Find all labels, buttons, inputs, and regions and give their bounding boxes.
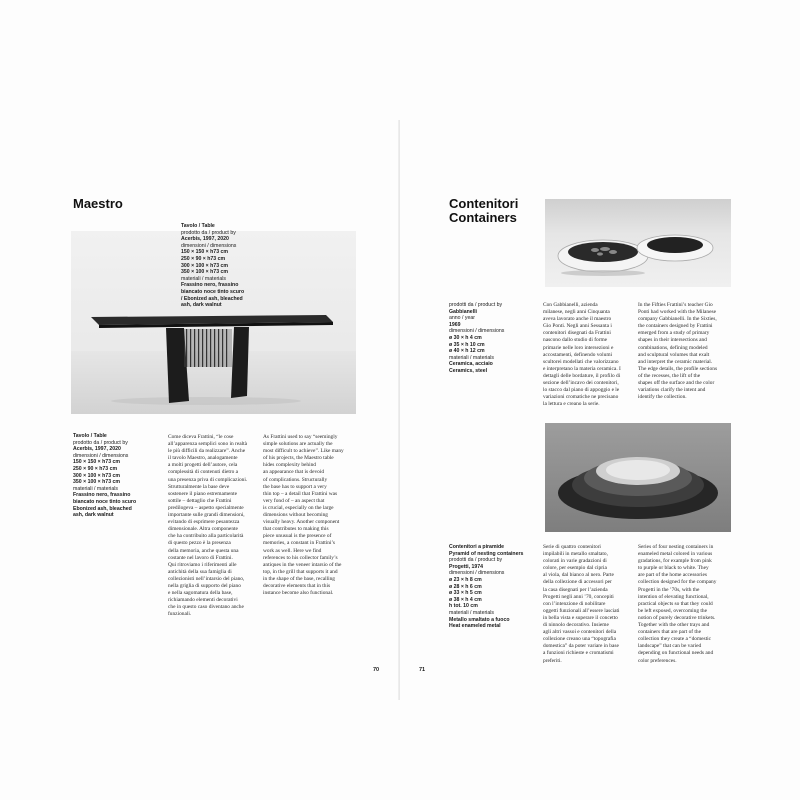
block2-dim: ø 28 × h 6 cm xyxy=(449,583,482,590)
block2-producer-label: prodotti da / product by xyxy=(449,557,503,564)
caption-dim: 250 × 90 × h73 cm xyxy=(181,255,226,262)
info-dim: 350 × 100 × h73 cm xyxy=(73,479,121,486)
block2-material: Metallo smaltato a fuoco xyxy=(449,616,510,623)
caption-producer-label: prodotto da / product by xyxy=(181,229,236,236)
gabbianelli-info xyxy=(449,302,504,375)
maestro-text-english: As Frattini used to say “seemingly simple solutions are actually the most difficult to achieve”. Like many of his projects, the Maestro table hides complexity behind an appearance that is devoid of complications. Structurally the base has to support a very thin top – a detail that Frattini was very fond of – an aspect that is crucial, especially on the large dimensions without becoming visually heavy. Another component that contributes to making this piece unusual is the presence of memories, a constant in Frattini’s work as well. Here we find references to his collector family’s antiques in the veneer intarsio of the top, in the grill that supports it and in the shape of the base, recalling decorative elements that in this instance become also functional. xyxy=(263,434,344,597)
caption-material: ash, dark walnut xyxy=(181,302,222,309)
info-dims-label: dimensioni / dimensions xyxy=(73,452,129,459)
block2-materials-label: materiali / materials xyxy=(449,609,494,616)
block2-head: Contenitori a piramide xyxy=(449,544,505,550)
info-dim: 300 × 100 × h73 cm xyxy=(73,472,121,479)
ceramic-bowls-image xyxy=(545,199,731,287)
info-producer-label: prodotto da / product by xyxy=(73,439,128,446)
block1-materials-label: materiali / materials xyxy=(449,354,494,361)
info-material: ash, dark walnut xyxy=(73,512,114,519)
gabbianelli-photo xyxy=(545,199,731,287)
block2-dim: h tot. 10 cm xyxy=(449,603,478,610)
info-dim: 250 × 90 × h73 cm xyxy=(73,465,118,472)
maestro-table-photo xyxy=(71,223,356,414)
block1-year: 1969 xyxy=(449,321,461,328)
page-title-maestro: Maestro xyxy=(73,196,123,211)
maestro-text-italian: Come diceva Frattini, “le cose all’apparenza semplici sono in realtà le più difficili da realizzare”. Anche il tavolo Maestro, analogamente a molti progetti dell’autore, cela complessità di contenuti dietro a una presenza priva di complicazioni. Strutturalmente la base deve sostenere il piano estremamente sottile – dettaglio che Frattini predilogeva – aspetto specialmente importante sulle grandi dimensioni, evitando di esprimere pesantezza dimensionale. Altra componente che ha contribuito alla particolarità di questo pezzo è la presenza della memoria, anche questa una costante nel lavoro di Frattini. Qui ritroviamo i riferimenti alle antichità della sua famiglia di collezionisti nell’intarsio del piano, nella griglia di supporto del piano e nella sagomatura della base, richiamando elementi decorativi che in questo caso diventano anche funzionali. xyxy=(168,434,248,618)
info-material: biancato noce tinto scuro xyxy=(73,498,137,505)
block2-material: Heat enameled metal xyxy=(449,623,501,630)
caption-dim: 350 × 100 × h73 cm xyxy=(181,269,229,276)
progetti-text-english: Series of four nesting containers in enameled metal colored in various gradations, for example from pink to purple or black to white. They are part of the home accessories collection designed for the company Progetti in the ’70s, with the intention of elevating functional, practical objects so that they could be left exposed, overcoming the notion of purely decorative trinkets. Together with the other trays and containers that are part of the collection they create a “domestic landscape” that can be varied depending on functional needs and color preferences. xyxy=(638,544,717,664)
photo-caption xyxy=(181,223,244,309)
caption-dim: 150 × 150 × h73 cm xyxy=(181,249,229,256)
block1-dims-label: dimensioni / dimensions xyxy=(449,328,505,335)
caption-materials-label: materiali / materials xyxy=(181,275,226,282)
maestro-info xyxy=(73,433,136,519)
title-line-italian: Contenitori xyxy=(449,196,519,211)
caption-dims-label: dimensioni / dimensions xyxy=(181,242,237,249)
block2-head-english: Pyramid of nesting containers xyxy=(449,550,524,557)
block1-year-label: anno / year xyxy=(449,315,475,322)
progetti-text-italian: Serie di quattro contenitori impilabili in metallo smaltato, colorati in varie gradazioni di colore, per esempio dal cipria al viola, dal bianco al nero. Parte della collezione di accessori per la casa disegnati per l’azienda Progetti negli anni ’70, concepiti con l’intenzione di nobilitare oggetti funzionali all’essere lasciati in bella vista e superare il concetto di ninnolo decorativo. Insieme agli altri vassoi e contenitori della collezione creano una “topografia domestica” da poter variare in base a funzioni richieste e cromatismi preferiti. xyxy=(543,544,620,664)
info-producer: Acerbis, 1997, 2020 xyxy=(73,446,121,453)
page-number-right: 71 xyxy=(419,667,426,673)
caption-dim: 300 × 100 × h73 cm xyxy=(181,262,229,269)
block1-dim: ø 35 × h 10 cm xyxy=(449,341,485,348)
title-line-english: Containers xyxy=(449,210,517,225)
block1-material: Ceramics, steel xyxy=(449,367,488,374)
info-head: Tavolo / Table xyxy=(73,433,107,439)
block1-dim: ø 30 × h 4 cm xyxy=(449,334,482,341)
info-material: Frassino nero, frassino xyxy=(73,492,131,499)
info-dim: 150 × 150 × h73 cm xyxy=(73,459,121,466)
block1-dim: ø 40 × h 12 cm xyxy=(449,348,485,355)
caption-producer: Acerbis, 1997, 2020 xyxy=(181,236,229,243)
block1-producer-label: prodotti da / product by xyxy=(449,302,503,308)
block2-dim: ø 33 × h 5 cm xyxy=(449,590,482,597)
block2-dims-label: dimensioni / dimensions xyxy=(449,570,505,577)
caption-head: Tavolo / Table xyxy=(181,223,215,229)
right-page xyxy=(400,0,800,800)
page-title-containers xyxy=(449,197,518,225)
page-number-left: 70 xyxy=(373,667,380,673)
progetti-photo xyxy=(545,423,731,532)
progetti-info xyxy=(449,544,523,630)
block1-producer: Gabbianelli xyxy=(449,308,477,315)
gabbianelli-text-english: In the Fifties Frattini’s teacher Gio Ponti had worked with the Milanese company Gabbianelli. In the Sixties, the containers designed by Frattini emerged from a study of primary shapes in their intersections and combinations, defining modeled and sculptural volumes that exalt and interpret the ceramic material. The edge details, the profile sections of the recesses, the lift of the shapes off the surface and the color variations clarify the intent and identify the collection. xyxy=(638,302,718,401)
block2-dim: ø 23 × h 8 cm xyxy=(449,576,482,583)
gabbianelli-text-italian: Con Gabbianelli, azienda milanese, negli anni Cinquanta aveva lavorato anche il maestro Gio Ponti. Negli anni Sessanta i contenitori disegnati da Frattini nascono dallo studio di forme primarie nelle loro intersezioni e accostamenti, definendo volumi scultorei modellati che valorizzano e interpretano la materia ceramica. I dettagli delle bordature, il profilo di sezione dell’incavo dei contenitori, lo stacco dal piano di appoggio e le variazioni cromatiche ne precisano la lettura e creano la serie. xyxy=(543,302,621,408)
caption-material: Frassino nero, frassino xyxy=(181,282,239,289)
block1-material: Ceramica, acciaio xyxy=(449,361,493,368)
nesting-containers-image xyxy=(545,423,731,532)
block2-producer: Progetti, 1974 xyxy=(449,563,484,570)
info-materials-label: materiali / materials xyxy=(73,485,118,492)
block2-dim: ø 38 × h 4 cm xyxy=(449,596,482,603)
caption-material: biancato noce tinto scuro xyxy=(181,288,245,295)
caption-material: / Ebonized ash, bleached xyxy=(181,295,243,302)
info-material: Ebonized ash, bleached xyxy=(73,505,132,512)
